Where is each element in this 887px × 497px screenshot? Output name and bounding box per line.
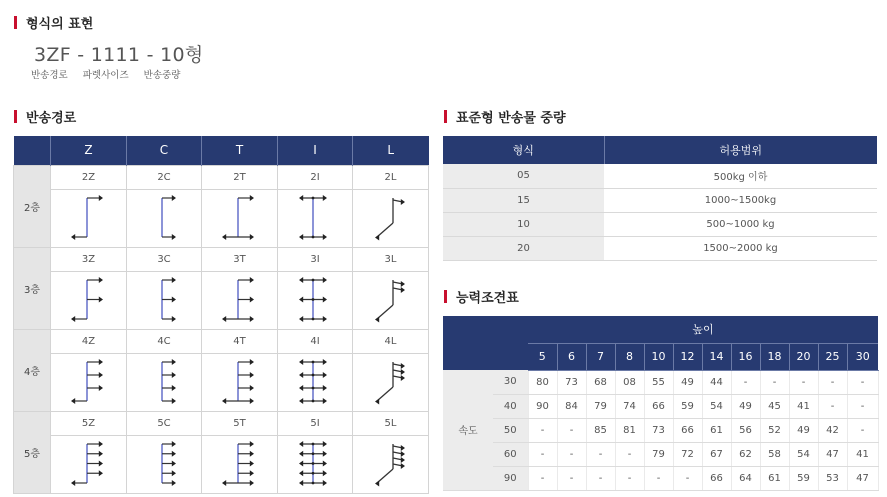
table-row: [443, 164, 877, 188]
height-col: 30: [847, 343, 878, 370]
capability-cell: 47: [818, 442, 847, 466]
path-code: 3T: [202, 247, 278, 271]
capability-cell: -: [557, 442, 586, 466]
table-row: [443, 466, 878, 490]
capability-cell: 64: [731, 466, 760, 490]
path-diagram-i: [278, 189, 353, 247]
weight-section-title: [444, 107, 566, 126]
path-code: 4L: [353, 329, 429, 353]
height-col: 25: [818, 343, 847, 370]
path-code: 4T: [202, 329, 278, 353]
path-diagram-z: [51, 353, 127, 411]
capability-cell: 61: [760, 466, 789, 490]
height-col: 8: [615, 343, 644, 370]
capability-cell: -: [673, 466, 702, 490]
table-row: [443, 418, 878, 442]
weight-range: 1000~1500kg: [604, 188, 877, 212]
height-col: 7: [586, 343, 615, 370]
capability-cell: -: [818, 394, 847, 418]
speed-value: 50: [493, 418, 528, 442]
capability-cell: 67: [702, 442, 731, 466]
model-part-pallet: 파렛사이즈: [82, 70, 129, 81]
height-col: 18: [760, 343, 789, 370]
title-marker: [444, 110, 447, 123]
capability-table: [443, 316, 879, 491]
path-diagram-t: [202, 189, 278, 247]
weight-type: 20: [443, 236, 604, 260]
capability-cell: 56: [731, 418, 760, 442]
path-diagram-t: [202, 435, 278, 493]
capability-cell: -: [847, 394, 878, 418]
title-marker: [14, 110, 17, 123]
capability-cell: -: [615, 466, 644, 490]
table-row: [443, 212, 877, 236]
capability-cell: -: [731, 370, 760, 394]
height-col: 16: [731, 343, 760, 370]
capability-cell: -: [615, 442, 644, 466]
capability-cell: -: [847, 418, 878, 442]
model-code: 3ZF - 1111 - 10형: [34, 44, 204, 66]
path-code: 5Z: [51, 411, 127, 435]
capability-cell: 81: [615, 418, 644, 442]
capability-cell: -: [586, 442, 615, 466]
capability-cell: 79: [586, 394, 615, 418]
capability-cell: -: [557, 418, 586, 442]
path-code: 4I: [278, 329, 353, 353]
title-marker: [14, 16, 17, 29]
path-code: 4Z: [51, 329, 127, 353]
path-code: 2L: [353, 165, 429, 189]
path-diagram-z: [51, 189, 127, 247]
title-marker: [444, 290, 447, 303]
path-section-title-text: 반송경로: [26, 111, 77, 126]
path-diagram-i: [278, 271, 353, 329]
capability-cell: 45: [760, 394, 789, 418]
weight-type: 05: [443, 164, 604, 188]
speed-value: 90: [493, 466, 528, 490]
height-header: 높이: [528, 316, 878, 343]
path-code: 2C: [127, 165, 202, 189]
capability-cell: -: [528, 466, 557, 490]
weight-type: 15: [443, 188, 604, 212]
path-code: 5C: [127, 411, 202, 435]
capability-cell: 41: [847, 442, 878, 466]
weight-range: 1500~2000 kg: [604, 236, 877, 260]
capability-cell: -: [528, 442, 557, 466]
capability-cell: 59: [789, 466, 818, 490]
path-diagram-c: [127, 435, 202, 493]
capability-cell: -: [644, 466, 673, 490]
capability-cell: -: [528, 418, 557, 442]
capability-header-blank: [443, 316, 528, 370]
path-diagram-l: [353, 435, 429, 493]
height-col: 6: [557, 343, 586, 370]
model-part-weight: 반송중량: [143, 70, 181, 81]
height-col: 10: [644, 343, 673, 370]
height-col: 20: [789, 343, 818, 370]
path-diagram-c: [127, 189, 202, 247]
path-col-header: T: [202, 136, 278, 165]
capability-cell: 54: [702, 394, 731, 418]
capability-cell: 66: [673, 418, 702, 442]
table-row: [443, 370, 878, 394]
capability-cell: 55: [644, 370, 673, 394]
capability-cell: 52: [760, 418, 789, 442]
capability-cell: 73: [644, 418, 673, 442]
model-section-title: [14, 13, 93, 32]
capability-cell: 62: [731, 442, 760, 466]
capability-cell: 68: [586, 370, 615, 394]
capability-cell: 41: [789, 394, 818, 418]
path-code: 2Z: [51, 165, 127, 189]
path-code: 5I: [278, 411, 353, 435]
path-diagram-i: [278, 353, 353, 411]
weight-header-type: 형식: [443, 136, 604, 164]
path-diagram-z: [51, 435, 127, 493]
floor-label: 4층: [14, 329, 51, 411]
path-diagram-i: [278, 435, 353, 493]
capability-cell: -: [789, 370, 818, 394]
height-col: 14: [702, 343, 731, 370]
capability-cell: 54: [789, 442, 818, 466]
path-code: 5T: [202, 411, 278, 435]
capability-cell: 59: [673, 394, 702, 418]
capability-cell: 47: [847, 466, 878, 490]
capability-cell: -: [847, 370, 878, 394]
weight-type: 10: [443, 212, 604, 236]
capability-cell: 85: [586, 418, 615, 442]
capability-cell: -: [818, 370, 847, 394]
capability-cell: 08: [615, 370, 644, 394]
model-code-parts: [31, 67, 192, 81]
capability-cell: 42: [818, 418, 847, 442]
table-row: [443, 442, 878, 466]
table-row: [443, 394, 878, 418]
floor-label: 3층: [14, 247, 51, 329]
path-code: 3I: [278, 247, 353, 271]
weight-header-range: 허용범위: [604, 136, 877, 164]
capability-cell: 53: [818, 466, 847, 490]
height-col: 12: [673, 343, 702, 370]
table-row: [443, 188, 877, 212]
capability-section-title: [444, 287, 519, 306]
path-diagram-c: [127, 353, 202, 411]
floor-label: 2층: [14, 165, 51, 247]
speed-group-label: 속도: [443, 370, 493, 490]
weight-table: [443, 136, 877, 261]
path-section-title: [14, 107, 76, 126]
capability-cell: 74: [615, 394, 644, 418]
path-code: 3Z: [51, 247, 127, 271]
path-diagram-c: [127, 271, 202, 329]
capability-cell: 49: [789, 418, 818, 442]
path-diagram-t: [202, 271, 278, 329]
path-col-header: I: [278, 136, 353, 165]
capability-cell: 80: [528, 370, 557, 394]
path-header-blank: [14, 136, 51, 165]
capability-cell: 49: [731, 394, 760, 418]
capability-cell: 84: [557, 394, 586, 418]
speed-value: 60: [493, 442, 528, 466]
capability-cell: 79: [644, 442, 673, 466]
model-part-path: 반송경로: [31, 70, 68, 81]
weight-range: 500~1000 kg: [604, 212, 877, 236]
capability-cell: 44: [702, 370, 731, 394]
capability-cell: 58: [760, 442, 789, 466]
path-diagram-l: [353, 353, 429, 411]
path-col-header: L: [353, 136, 429, 165]
path-diagram-l: [353, 189, 429, 247]
path-diagram-l: [353, 271, 429, 329]
weight-range: 500kg 이하: [604, 164, 877, 188]
capability-cell: 90: [528, 394, 557, 418]
capability-section-title-text: 능력조견표: [456, 291, 519, 306]
path-code: 3L: [353, 247, 429, 271]
path-diagram-z: [51, 271, 127, 329]
capability-cell: 73: [557, 370, 586, 394]
capability-cell: 66: [644, 394, 673, 418]
path-code: 3C: [127, 247, 202, 271]
model-section-title-text: 형식의 표현: [26, 17, 94, 32]
capability-cell: 61: [702, 418, 731, 442]
table-row: [443, 236, 877, 260]
floor-label: 5층: [14, 411, 51, 493]
capability-cell: 49: [673, 370, 702, 394]
path-diagram-t: [202, 353, 278, 411]
capability-cell: -: [557, 466, 586, 490]
height-col: 5: [528, 343, 557, 370]
path-code: 5L: [353, 411, 429, 435]
path-code: 4C: [127, 329, 202, 353]
capability-cell: -: [760, 370, 789, 394]
path-col-header: Z: [51, 136, 127, 165]
path-col-header: C: [127, 136, 202, 165]
capability-cell: 72: [673, 442, 702, 466]
capability-cell: -: [586, 466, 615, 490]
path-table: [13, 136, 429, 494]
weight-section-title-text: 표준형 반송물 중량: [456, 111, 566, 126]
speed-value: 40: [493, 394, 528, 418]
path-code: 2T: [202, 165, 278, 189]
speed-value: 30: [493, 370, 528, 394]
path-code: 2I: [278, 165, 353, 189]
capability-cell: 66: [702, 466, 731, 490]
